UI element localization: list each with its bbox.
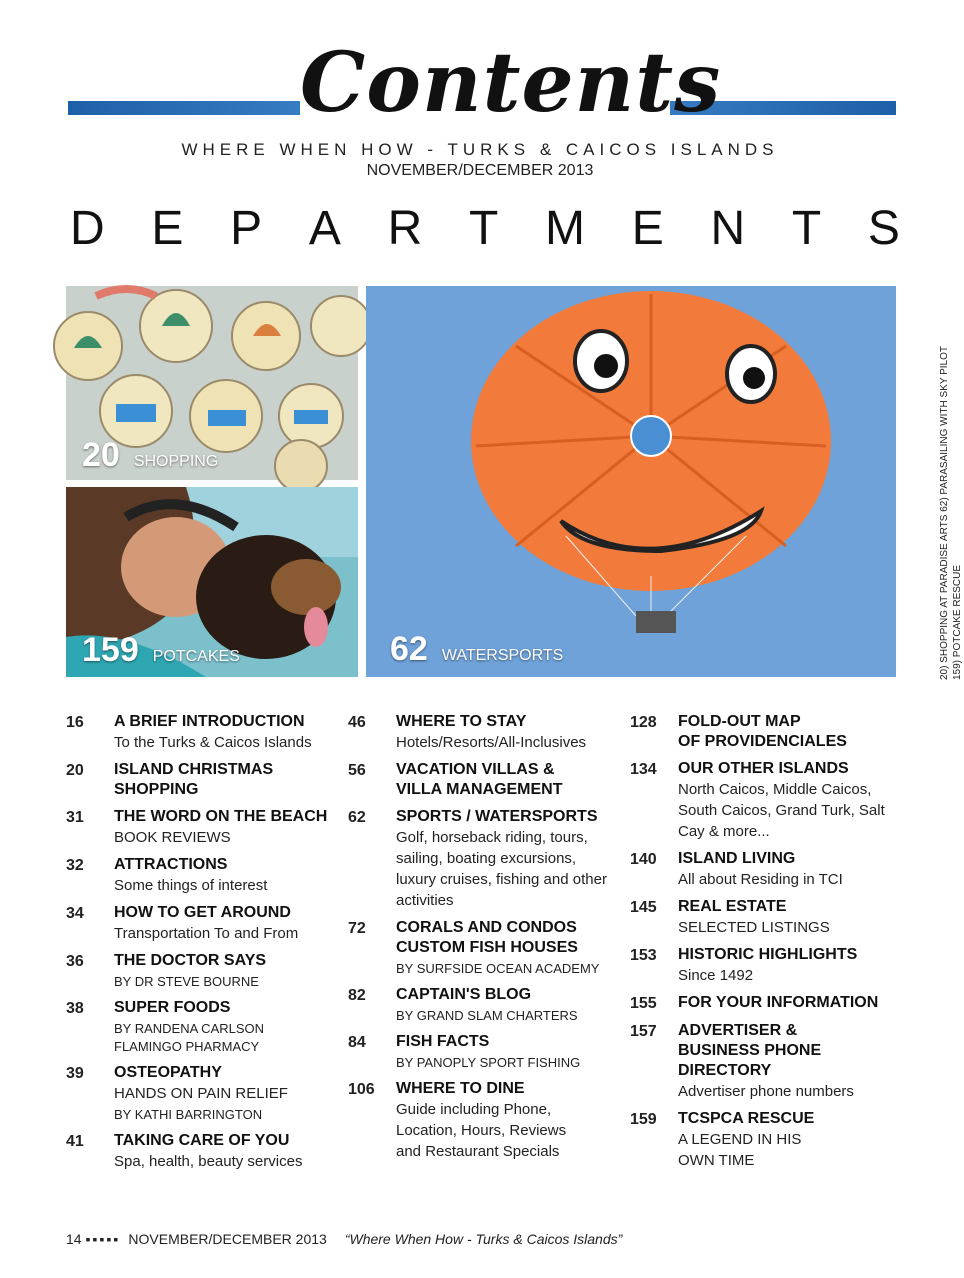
toc-title: FOR YOUR INFORMATION xyxy=(678,994,879,1011)
toc-page-number: 41 xyxy=(66,1133,84,1150)
toc-byline: BY SURFSIDE OCEAN ACADEMY xyxy=(396,961,600,976)
toc-entry[interactable] xyxy=(630,1109,910,1171)
toc-page-number: 38 xyxy=(66,1000,84,1017)
toc-description: All about Residing in TCI xyxy=(678,871,843,888)
toc-title: CAPTAIN'S BLOG xyxy=(396,986,532,1003)
toc-byline: BY GRAND SLAM CHARTERS xyxy=(396,1008,578,1023)
toc-title: A BRIEF INTRODUCTION xyxy=(114,713,305,730)
contents-column-1 xyxy=(66,712,346,1179)
parasail-image xyxy=(366,286,896,677)
toc-entry[interactable] xyxy=(630,1021,910,1102)
toc-title: ADVERTISER & BUSINESS PHONE DIRECTORY xyxy=(678,1022,822,1079)
toc-title-part: FOLD-OUT xyxy=(678,713,766,730)
toc-description: Some things of interest xyxy=(114,877,268,894)
toc-title: HISTORIC HIGHLIGHTS xyxy=(678,946,858,963)
toc-title: VACATION VILLAS & VILLA MANAGEMENT xyxy=(396,761,563,798)
departments-letter: S xyxy=(867,202,900,255)
toc-entry[interactable] xyxy=(348,807,628,911)
toc-description: Golf, horseback riding, tours, sailing, boating excursions, luxury cruises, fishing and other activities xyxy=(396,829,607,909)
toc-description: North Caicos, Middle Caicos, South Caicos, Grand Turk, Salt Cay & more... xyxy=(678,781,885,840)
departments-letter: R xyxy=(387,202,423,255)
magazine-subtitle: WHERE WHEN HOW - TURKS & CAICOS ISLANDS xyxy=(181,140,779,159)
toc-entry[interactable] xyxy=(66,998,346,1056)
toc-entry[interactable] xyxy=(66,951,346,991)
watersports-label xyxy=(390,630,563,669)
toc-entry[interactable] xyxy=(66,855,346,896)
toc-title-map-word: MAP xyxy=(765,713,801,730)
toc-page-number: 155 xyxy=(630,995,657,1012)
departments-letter: D xyxy=(70,202,105,255)
toc-title: WHERE TO STAY xyxy=(396,713,527,730)
toc-entry[interactable] xyxy=(66,903,346,944)
potcakes-label xyxy=(82,631,240,670)
shopping-page-number: 20 xyxy=(82,436,120,474)
toc-page-number: 20 xyxy=(66,762,84,779)
toc-title: SPORTS / WATERSPORTS xyxy=(396,808,598,825)
footer-dots: ▪▪▪▪▪ xyxy=(85,1231,121,1247)
toc-entry[interactable] xyxy=(66,807,346,848)
photo-credit-line: 159) POTCAKE RESCUE xyxy=(952,564,963,680)
photo-credits xyxy=(938,346,964,680)
toc-title: TCSPCA RESCUE xyxy=(678,1110,815,1127)
toc-entry[interactable] xyxy=(348,760,628,800)
toc-page-number: 153 xyxy=(630,947,657,964)
toc-title: FISH FACTS xyxy=(396,1033,490,1050)
contents-logo: Contents xyxy=(300,28,670,138)
toc-page-number: 62 xyxy=(348,809,366,826)
toc-page-number: 31 xyxy=(66,809,84,826)
toc-description: Since 1492 xyxy=(678,967,754,984)
toc-title: THE WORD ON THE BEACH xyxy=(114,808,328,825)
departments-letter: N xyxy=(710,202,746,255)
toc-page-number: 140 xyxy=(630,851,657,868)
toc-entry[interactable] xyxy=(348,918,628,978)
toc-entry[interactable] xyxy=(66,1131,346,1172)
toc-page-number: 56 xyxy=(348,762,366,779)
toc-page-number: 84 xyxy=(348,1034,366,1051)
toc-entry[interactable] xyxy=(630,849,910,890)
contents-column-3 xyxy=(630,712,910,1178)
toc-description: Spa, health, beauty services xyxy=(114,1153,303,1170)
toc-description: To the Turks & Caicos Islands xyxy=(114,734,312,751)
toc-title: OSTEOPATHY xyxy=(114,1064,222,1081)
toc-entry[interactable] xyxy=(630,993,910,1014)
toc-entry[interactable] xyxy=(630,897,910,938)
toc-description: Advertiser phone numbers xyxy=(678,1083,854,1100)
toc-page-number: 72 xyxy=(348,920,366,937)
toc-entry[interactable] xyxy=(66,712,346,753)
toc-title: ATTRACTIONS xyxy=(114,856,228,873)
toc-page-number: 36 xyxy=(66,953,84,970)
toc-entry[interactable] xyxy=(348,712,628,753)
toc-title xyxy=(678,712,910,732)
toc-page-number: 157 xyxy=(630,1023,657,1040)
watersports-page-number: 62 xyxy=(390,630,428,668)
shopping-photo[interactable] xyxy=(66,286,358,480)
toc-byline: BY PANOPLY SPORT FISHING xyxy=(396,1055,581,1070)
toc-description: A LEGEND IN HIS OWN TIME xyxy=(678,1131,802,1169)
toc-title: REAL ESTATE xyxy=(678,898,787,915)
footer-page-number: 14 xyxy=(66,1231,82,1247)
departments-letter: T xyxy=(468,202,499,255)
toc-page-number: 145 xyxy=(630,899,657,916)
toc-entry[interactable] xyxy=(348,1032,628,1072)
issue-date: NOVEMBER/DECEMBER 2013 xyxy=(366,162,594,179)
toc-page-number: 159 xyxy=(630,1111,657,1128)
toc-entry[interactable] xyxy=(66,1063,346,1124)
toc-title: HOW TO GET AROUND xyxy=(114,904,291,921)
toc-entry[interactable] xyxy=(630,712,910,752)
toc-page-number: 34 xyxy=(66,905,84,922)
toc-byline: BY KATHI BARRINGTON xyxy=(114,1107,263,1122)
potcakes-caption: POTCAKES xyxy=(152,648,240,665)
shopping-caption: SHOPPING xyxy=(133,453,219,470)
toc-description: HANDS ON PAIN RELIEF xyxy=(114,1085,288,1102)
photo-credit-line: 20) SHOPPING AT PARADISE ARTS 62) PARASAILING WITH SKY PILOT xyxy=(939,346,950,680)
toc-entry[interactable] xyxy=(630,945,910,986)
toc-description: Hotels/Resorts/All-Inclusives xyxy=(396,734,587,751)
toc-entry[interactable] xyxy=(630,759,910,842)
toc-title: ISLAND CHRISTMAS SHOPPING xyxy=(114,761,274,798)
toc-page-number: 32 xyxy=(66,857,84,874)
toc-page-number: 82 xyxy=(348,987,366,1004)
toc-page-number: 46 xyxy=(348,714,366,731)
toc-title: ISLAND LIVING xyxy=(678,850,796,867)
toc-title-continued: OF PROVIDENCIALES xyxy=(678,733,847,750)
departments-letter: P xyxy=(230,202,263,255)
shopping-label xyxy=(82,436,218,475)
toc-title: WHERE TO DINE xyxy=(396,1080,525,1097)
toc-entry[interactable] xyxy=(348,1079,628,1162)
toc-entry[interactable] xyxy=(348,985,628,1025)
toc-title: OUR OTHER ISLANDS xyxy=(678,760,849,777)
potcakes-photo[interactable] xyxy=(66,487,358,677)
watersports-photo[interactable] xyxy=(366,286,896,677)
contents-column-2 xyxy=(348,712,628,1169)
footer-magazine-name: “Where When How - Turks & Caicos Islands” xyxy=(344,1231,623,1247)
toc-page-number: 134 xyxy=(630,761,657,778)
toc-description: SELECTED LISTINGS xyxy=(678,919,830,936)
departments-heading xyxy=(70,198,900,260)
toc-description: Transportation To and From xyxy=(114,925,299,942)
toc-description: BOOK REVIEWS xyxy=(114,829,231,846)
departments-letter: T xyxy=(791,202,822,255)
footer-issue: NOVEMBER/DECEMBER 2013 xyxy=(128,1231,327,1247)
departments-letter: E xyxy=(631,202,664,255)
toc-description: Guide including Phone, Location, Hours, Reviews and Restaurant Specials xyxy=(396,1101,567,1160)
departments-letter: A xyxy=(308,202,341,255)
toc-page-number: 39 xyxy=(66,1065,84,1082)
toc-page-number: 106 xyxy=(348,1081,375,1098)
toc-title: TAKING CARE OF YOU xyxy=(114,1132,290,1149)
toc-title: SUPER FOODS xyxy=(114,999,231,1016)
potcakes-page-number: 159 xyxy=(82,631,139,669)
departments-letter: E xyxy=(151,202,184,255)
toc-byline: BY RANDENA CARLSON FLAMINGO PHARMACY xyxy=(114,1021,265,1054)
watersports-caption: WATERSPORTS xyxy=(441,647,564,664)
toc-byline: BY DR STEVE BOURNE xyxy=(114,974,259,989)
toc-page-number: 16 xyxy=(66,714,84,731)
page-footer xyxy=(66,1231,622,1247)
toc-title: THE DOCTOR SAYS xyxy=(114,952,267,969)
toc-page-number: 128 xyxy=(630,714,657,731)
toc-entry[interactable] xyxy=(66,760,346,800)
toc-title: CORALS AND CONDOS CUSTOM FISH HOUSES xyxy=(396,919,578,956)
departments-letter: M xyxy=(545,202,586,255)
